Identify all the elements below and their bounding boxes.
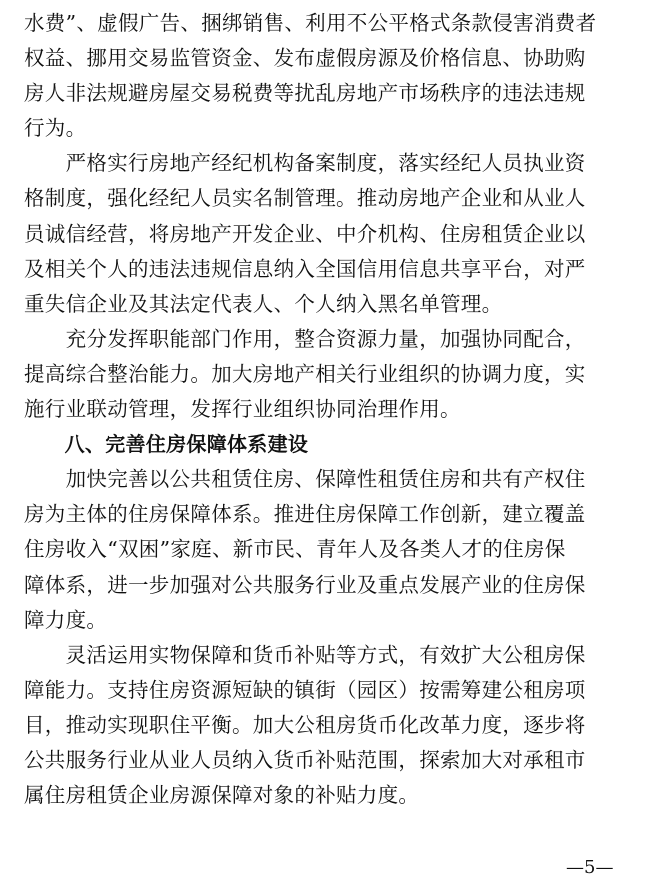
text-line: 及相关个人的违法违规信息纳入全国信用信息共享平台，对严 bbox=[24, 256, 586, 281]
body-text bbox=[24, 6, 624, 813]
text-line: 障能力。支持住房资源短缺的镇街（园区）按需筹建公租房项 bbox=[24, 677, 586, 702]
text-line: 权益、挪用交易监管资金、发布虚假房源及价格信息、协助购 bbox=[24, 46, 586, 71]
text-line: 属住房租赁企业房源保障对象的补贴力度。 bbox=[24, 783, 420, 808]
text-line: 员诚信经营，将房地产开发企业、中介机构、住房租赁企业以 bbox=[24, 221, 586, 246]
text-line: 提高综合整治能力。加大房地产相关行业组织的协调力度，实 bbox=[24, 361, 586, 386]
text-line: 施行业联动管理，发挥行业组织协同治理作用。 bbox=[24, 397, 461, 422]
text-line: 行为。 bbox=[24, 116, 87, 141]
text-line: 障力度。 bbox=[24, 607, 108, 632]
text-line: 房人非法规避房屋交易税费等扰乱房地产市场秩序的违法违规 bbox=[24, 81, 586, 106]
section-heading: 八、完善住房保障体系建设 bbox=[24, 432, 309, 457]
text-line: 障体系，进一步加强对公共服务行业及重点发展产业的住房保 bbox=[24, 572, 586, 597]
text-line: 住房收入“双困”家庭、新市民、青年人及各类人才的住房保 bbox=[24, 537, 566, 562]
text-line: 水费”、虚假广告、捆绑销售、利用不公平格式条款侵害消费者 bbox=[24, 11, 597, 35]
text-line: 格制度，强化经纪人员实名制管理。推动房地产企业和从业人 bbox=[24, 186, 586, 211]
text-line: 房为主体的住房保障体系。推进住房保障工作创新，建立覆盖 bbox=[24, 502, 586, 527]
page-number: —5— bbox=[566, 857, 614, 878]
text-line: 重失信企业及其法定代表人、个人纳入黑名单管理。 bbox=[24, 291, 503, 316]
text-line: 加快完善以公共租赁住房、保障性租赁住房和共有产权住 bbox=[24, 467, 586, 492]
text-line: 目，推动实现职住平衡。加大公租房货币化改革力度，逐步将 bbox=[24, 712, 586, 737]
text-line: 灵活运用实物保障和货币补贴等方式，有效扩大公租房保 bbox=[24, 642, 586, 667]
text-line: 公共服务行业从业人员纳入货币补贴范围，探索加大对承租市 bbox=[24, 747, 586, 772]
text-line: 充分发挥职能部门作用，整合资源力量，加强协同配合， bbox=[24, 326, 586, 351]
text-line: 严格实行房地产经纪机构备案制度，落实经纪人员执业资 bbox=[24, 151, 586, 176]
